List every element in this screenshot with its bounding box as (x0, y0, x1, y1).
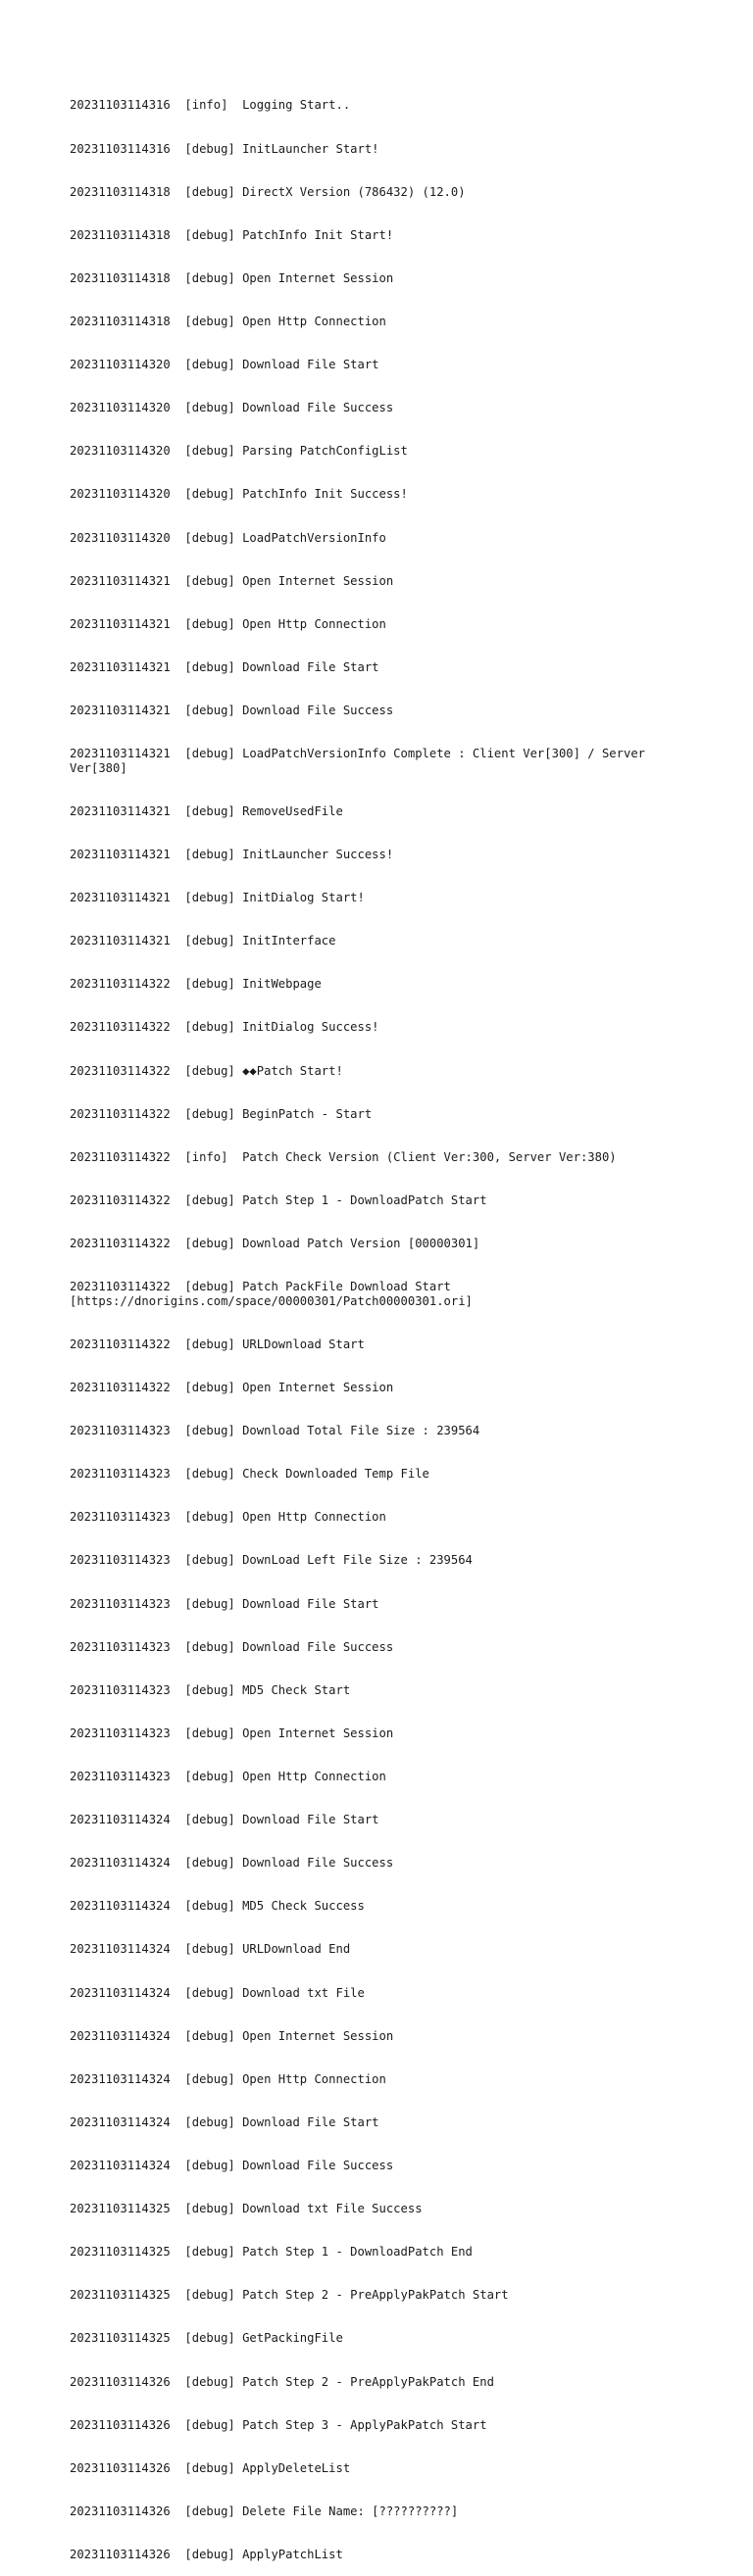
log-line: 20231103114320 [debug] Download File Success (70, 401, 394, 415)
log-line: 20231103114322 [debug] Patch Step 1 - DownloadPatch Start (70, 1192, 487, 1207)
log-line: 20231103114325 [debug] Patch Step 1 - DownloadPatch End (70, 2245, 473, 2260)
log-line: 20231103114323 [debug] Download File Success (70, 1639, 394, 1654)
log-line: 20231103114325 [debug] Download txt File Success (70, 2202, 423, 2216)
log-line: 20231103114322 [debug] Patch PackFile Download Start [https://dnorigins.com/space/00000301/Patch00000301.ori] (70, 1280, 473, 1308)
log-line: 20231103114322 [debug] InitWebpage (70, 977, 322, 992)
log-line: 20231103114321 [debug] LoadPatchVersionInfo Complete : Client Ver[300] / Server Ver[380] (70, 747, 653, 775)
log-line: 20231103114322 [info] Patch Check Version (Client Ver:300, Server Ver:380) (70, 1149, 617, 1164)
log-line: 20231103114321 [debug] InitInterface (70, 934, 336, 948)
log-line: 20231103114321 [debug] Download File Start (70, 659, 379, 674)
log-line: 20231103114320 [debug] LoadPatchVersionInfo (70, 530, 386, 545)
log-line: 20231103114323 [debug] Download Total File Size : 239564 (70, 1424, 480, 1438)
log-line: 20231103114326 [debug] ApplyPatchList (70, 2547, 343, 2561)
log-line: 20231103114324 [debug] URLDownload End (70, 1942, 351, 1957)
log-line: 20231103114324 [debug] Download File Start (70, 1813, 379, 1827)
log-line: 20231103114320 [debug] Parsing PatchConfigList (70, 444, 408, 459)
log-line: 20231103114321 [debug] Open Internet Session (70, 573, 394, 588)
log-line: 20231103114320 [debug] PatchInfo Init Success! (70, 487, 408, 502)
log-line: 20231103114321 [debug] Open Http Connection (70, 616, 386, 631)
log-line: 20231103114323 [debug] Check Downloaded Temp File (70, 1467, 429, 1482)
log-line: 20231103114321 [debug] InitDialog Start! (70, 891, 365, 905)
log-line: 20231103114322 [debug] Open Internet Session (70, 1380, 394, 1394)
log-line: 20231103114318 [debug] PatchInfo Init Start! (70, 227, 394, 242)
log-line: 20231103114324 [debug] Download txt File (70, 1985, 365, 2000)
log-line: 20231103114324 [debug] Download File Start (70, 2114, 379, 2129)
log-line: 20231103114318 [debug] DirectX Version (786432) (12.0) (70, 184, 466, 199)
log-line: 20231103114324 [debug] Open Http Connection (70, 2071, 386, 2086)
log-line: 20231103114325 [debug] Patch Step 2 - PreApplyPakPatch Start (70, 2288, 509, 2303)
log-line: 20231103114325 [debug] GetPackingFile (70, 2331, 343, 2346)
log-line: 20231103114324 [debug] Download File Success (70, 1856, 394, 1871)
log-line: 20231103114321 [debug] InitLauncher Success! (70, 847, 394, 861)
log-line: 20231103114318 [debug] Open Internet Session (70, 270, 394, 285)
log-line: 20231103114322 [debug] URLDownload Start (70, 1337, 365, 1351)
log-line: 20231103114316 [debug] InitLauncher Start! (70, 141, 379, 156)
log-line: 20231103114326 [debug] Delete File Name: [??????????] (70, 2503, 459, 2518)
log-line: 20231103114322 [debug] BeginPatch - Start (70, 1106, 373, 1121)
log-line: 20231103114320 [debug] Download File Start (70, 358, 379, 372)
log-text-area (70, 70, 697, 2576)
log-line: 20231103114322 [debug] Download Patch Version [00000301] (70, 1236, 480, 1250)
log-line: 20231103114324 [debug] MD5 Check Success (70, 1899, 365, 1914)
log-line: 20231103114323 [debug] Open Internet Session (70, 1725, 394, 1740)
log-line: 20231103114324 [debug] Open Internet Session (70, 2028, 394, 2043)
log-line: 20231103114326 [debug] ApplyDeleteList (70, 2460, 351, 2475)
log-line: 20231103114323 [debug] Open Http Connection (70, 1769, 386, 1783)
log-line: 20231103114321 [debug] RemoveUsedFile (70, 803, 343, 818)
log-line: 20231103114322 [debug] ◆◆Patch Start! (70, 1063, 343, 1078)
log-line: 20231103114323 [debug] Open Http Connection (70, 1510, 386, 1525)
log-line: 20231103114324 [debug] Download File Success (70, 2158, 394, 2172)
log-line: 20231103114318 [debug] Open Http Connection (70, 314, 386, 328)
log-line: 20231103114323 [debug] MD5 Check Start (70, 1682, 351, 1697)
log-line: 20231103114326 [debug] Patch Step 2 - PreApplyPakPatch End (70, 2374, 494, 2389)
log-line: 20231103114321 [debug] Download File Success (70, 703, 394, 717)
log-line: 20231103114322 [debug] InitDialog Success! (70, 1020, 379, 1035)
log-line: 20231103114316 [info] Logging Start.. (70, 98, 351, 113)
log-line: 20231103114323 [debug] Download File Start (70, 1596, 379, 1611)
log-line: 20231103114326 [debug] Patch Step 3 - ApplyPakPatch Start (70, 2417, 487, 2432)
log-line: 20231103114323 [debug] DownLoad Left File Size : 239564 (70, 1553, 473, 1568)
